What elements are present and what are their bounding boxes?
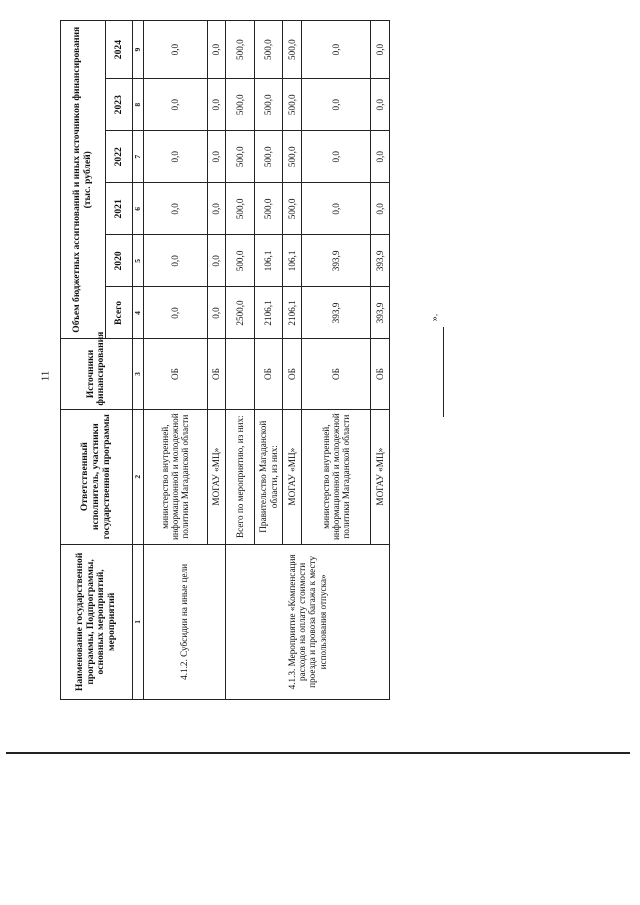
separator-line — [6, 752, 630, 754]
col-number: 7 — [132, 131, 143, 183]
header-executor: Ответственный исполнитель, участники государственной программы — [61, 409, 133, 544]
col-number: 5 — [132, 235, 143, 287]
col-number: 8 — [132, 79, 143, 131]
value-cell: 0,0 — [371, 21, 390, 79]
value-cell: 0,0 — [144, 21, 208, 79]
value-cell: 2106,1 — [283, 287, 301, 339]
value-cell: 0,0 — [301, 183, 371, 235]
header-name: Наименование государственной программы, Подпрограммы, основных мероприятий, мероприятий — [61, 544, 133, 699]
header-source: Источники финансирования — [61, 339, 133, 409]
executor-cell: министерство внутренней, информационной и молодежной политики Магаданской области — [301, 409, 371, 544]
value-cell: 0,0 — [207, 131, 225, 183]
executor-cell: МОГАУ «МЦ» — [371, 409, 390, 544]
table-row — [144, 21, 208, 700]
activity-name: 4.1.2. Субсидии на иные цели — [144, 544, 226, 699]
value-cell: 0,0 — [371, 79, 390, 131]
col-number: 3 — [132, 339, 143, 409]
col-number: 6 — [132, 183, 143, 235]
value-cell: 0,0 — [144, 183, 208, 235]
page-number: 11 — [39, 370, 52, 382]
value-cell: 0,0 — [301, 21, 371, 79]
value-cell: 500,0 — [225, 79, 254, 131]
header-year-2024: 2024 — [106, 21, 133, 79]
value-cell: 500,0 — [225, 21, 254, 79]
source-cell: ОБ — [254, 339, 283, 409]
value-cell: 500,0 — [283, 21, 301, 79]
col-number: 2 — [132, 409, 143, 544]
executor-cell: МОГАУ «МЦ» — [207, 409, 225, 544]
value-cell: 2500,0 — [225, 287, 254, 339]
col-number: 4 — [132, 287, 143, 339]
value-cell: 393,9 — [371, 287, 390, 339]
header-year-2020: 2020 — [106, 235, 133, 287]
value-cell: 0,0 — [144, 79, 208, 131]
source-cell: ОБ — [144, 339, 208, 409]
value-cell: 500,0 — [283, 183, 301, 235]
value-cell: 500,0 — [283, 79, 301, 131]
value-cell: 106,1 — [283, 235, 301, 287]
value-cell: 0,0 — [207, 235, 225, 287]
value-cell: 0,0 — [144, 131, 208, 183]
value-cell: 0,0 — [207, 183, 225, 235]
value-cell: 0,0 — [144, 287, 208, 339]
financing-table — [60, 20, 390, 700]
value-cell: 393,9 — [301, 235, 371, 287]
rotated-table-container — [60, 20, 390, 700]
value-cell: 0,0 — [301, 79, 371, 131]
value-cell: 0,0 — [144, 235, 208, 287]
value-cell: 500,0 — [254, 21, 283, 79]
value-cell: 500,0 — [254, 79, 283, 131]
activity-name: 4.1.3. Мероприятие «Компенсация расходов на оплату стоимости проезда и провоза багажа к месту использования отпуска» — [225, 544, 389, 699]
source-cell — [225, 339, 254, 409]
executor-cell: Правительство Магаданской области, из них: — [254, 409, 283, 544]
value-cell: 500,0 — [225, 235, 254, 287]
value-cell: 106,1 — [254, 235, 283, 287]
value-cell: 500,0 — [225, 131, 254, 183]
source-cell: ОБ — [283, 339, 301, 409]
value-cell: 0,0 — [207, 79, 225, 131]
header-year-2022: 2022 — [106, 131, 133, 183]
value-cell: 0,0 — [207, 21, 225, 79]
value-cell: 500,0 — [254, 183, 283, 235]
header-year-2023: 2023 — [106, 79, 133, 131]
header-year-total: Всего — [106, 287, 133, 339]
header-volume: Объем бюджетных ассигнований и иных источников финансирования (тыс. рублей) — [61, 21, 106, 340]
value-cell: 0,0 — [371, 183, 390, 235]
col-number: 9 — [132, 21, 143, 79]
value-cell: 0,0 — [301, 131, 371, 183]
executor-cell: Всего по мероприятию, из них: — [225, 409, 254, 544]
table-row — [225, 21, 254, 700]
value-cell: 393,9 — [301, 287, 371, 339]
value-cell: 0,0 — [371, 131, 390, 183]
value-cell: 393,9 — [371, 235, 390, 287]
executor-cell: МОГАУ «МЦ» — [283, 409, 301, 544]
value-cell: 0,0 — [207, 287, 225, 339]
source-cell: ОБ — [301, 339, 371, 409]
closing-line — [443, 327, 444, 417]
header-year-2021: 2021 — [106, 183, 133, 235]
source-cell: ОБ — [207, 339, 225, 409]
value-cell: 500,0 — [225, 183, 254, 235]
col-number: 1 — [132, 544, 143, 699]
value-cell: 2106,1 — [254, 287, 283, 339]
source-cell: ОБ — [371, 339, 390, 409]
closing-mark: ». — [429, 313, 441, 322]
executor-cell: министерство внутренней, информационной и молодежной политики Магаданской области — [144, 409, 208, 544]
value-cell: 500,0 — [283, 131, 301, 183]
value-cell: 500,0 — [254, 131, 283, 183]
